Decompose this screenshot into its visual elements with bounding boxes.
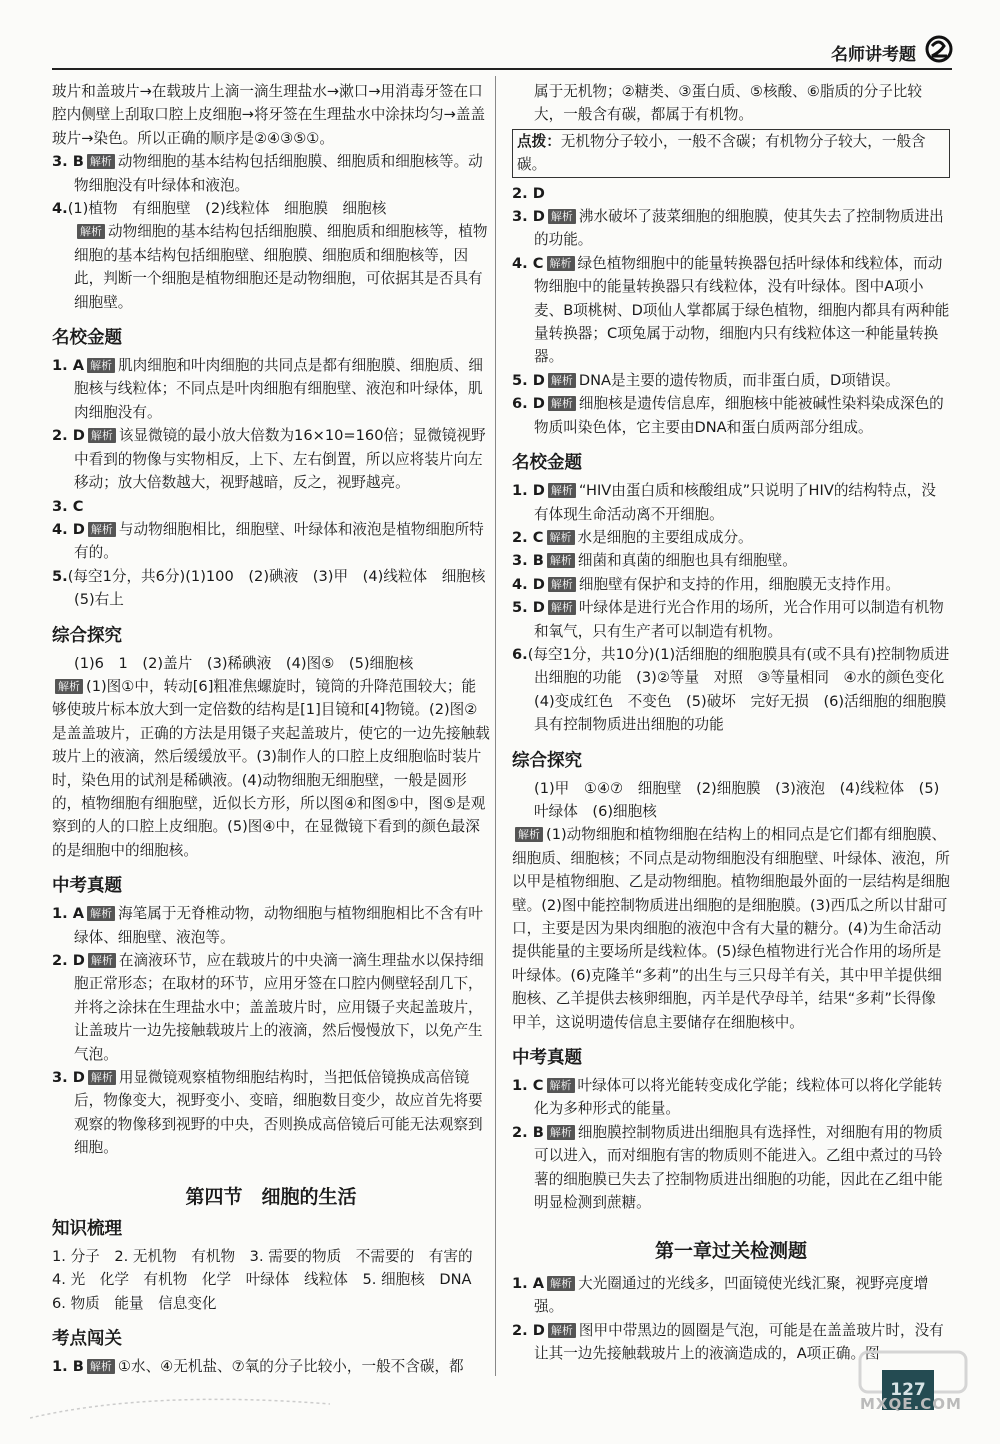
analysis-text: (1)动物细胞和植物细胞在结构上的相同点是它们都有细胞膜、细胞质、细胞核；不同点是动物细胞没有细胞壁、叶绿体、液泡，所以甲是植物细胞、乙是动物细胞。植物细胞最外面的一层结构是细胞壁。(2)图中能控制物质进出细胞的是细胞膜。(3)西瓜之所以甘甜可口，主要是因为果肉细胞的液泡中含有大量的糖分。(4)为生命活动提供能量的主要场所是线粒体。(5)绿色植物进行光合作用的场所是叶绿体。(6)克隆羊“多莉”的出生与三只母羊有关，其中甲羊提供细胞核、乙羊提供去核卵细胞，丙羊是代孕母羊，结果“多莉”长得像甲羊，这说明遗传信息主要储存在细胞核中。	[512, 826, 950, 1031]
analysis-text: 细胞壁有保护和支持的作用，细胞膜无支持作用。	[578, 575, 900, 593]
answer-item	[512, 596, 950, 643]
analysis-tag: 解析	[548, 577, 576, 592]
header-rule	[52, 68, 952, 70]
answer-item	[52, 949, 490, 1066]
analysis-tag: 解析	[55, 679, 83, 694]
header-title: 名师讲考题	[831, 45, 916, 65]
answer-number: 1. C	[512, 1077, 544, 1095]
tip-box	[512, 129, 950, 178]
analysis-tag: 解析	[547, 530, 575, 545]
answer-number: 5. D	[512, 371, 545, 389]
analysis-tag: 解析	[88, 428, 116, 443]
analysis-text: 与动物细胞相比，细胞壁、叶绿体和液泡是植物细胞所特有的。	[74, 520, 484, 562]
answer-number: 2. D	[512, 184, 545, 202]
analysis-text: 叶绿体可以将光能转变成化学能；线粒体可以将化学能转化为多种形式的能量。	[534, 1077, 943, 1118]
analysis-text: DNA是主要的遗传物质，而非蛋白质，D项错误。	[578, 371, 900, 389]
section-heading: 综合探究	[512, 750, 582, 771]
answer-item	[512, 549, 950, 572]
answer-item	[52, 902, 490, 949]
analysis-tag: 解析	[547, 1276, 575, 1291]
answer-continuation: 属于无机物；②糖类、③蛋白质、⑤核酸、⑥脂质的分子比较大，一般含有碳，都属于有机物。	[534, 83, 922, 124]
answer-number: 2. D	[512, 1321, 545, 1339]
answer-number: 4. C	[512, 254, 544, 272]
answer-item	[512, 526, 950, 549]
answer-item	[52, 565, 501, 612]
answer-number: 3. D	[52, 1069, 85, 1087]
knowledge-text: 1. 分子 2. 无机物 有机物 3. 需要的物质 不需要的 有害的 4. 光 化学 有机物 化学 叶绿体 线粒体 5. 细胞核 DNA 6. 物质 能量 信息变化	[52, 1248, 488, 1312]
answer-item	[52, 197, 490, 314]
answer-number: 4. D	[512, 575, 545, 593]
answer-item	[512, 369, 950, 392]
answer-text: (1)植物 有细胞壁 (2)线粒体 细胞膜 细胞核	[67, 200, 387, 218]
analysis-tag: 解析	[548, 600, 576, 615]
answer-item	[512, 1272, 950, 1319]
tip-label: 点拨：	[517, 132, 561, 150]
answer-item	[512, 205, 950, 252]
answer-number: 1. A	[52, 357, 85, 375]
section-heading: 综合探究	[52, 625, 122, 646]
column-divider	[495, 76, 496, 1376]
answer-number: 3. C	[52, 497, 84, 515]
answer-number: 3. B	[52, 153, 84, 171]
answer-item	[512, 1074, 950, 1121]
analysis-tag: 解析	[548, 483, 576, 498]
section-heading: 考点闯关	[52, 1329, 122, 1350]
answer-number: 2. D	[52, 952, 85, 969]
analysis-paragraph	[512, 823, 950, 1034]
answer-number: 1. A	[512, 1274, 545, 1292]
answer-number: 4. D	[52, 520, 85, 538]
analysis-tag: 解析	[87, 358, 115, 373]
analysis-tag: 解析	[87, 1359, 115, 1374]
answer-item	[52, 518, 490, 565]
answer-item	[512, 182, 950, 205]
analysis-tag: 解析	[87, 154, 115, 169]
answer-text: (每空1分，共10分)(1)活细胞的细胞膜具有(或不具有)控制物质进出细胞的功能 (3)②等量 对照 ③等量相同 ④水的颜色变化 (4)变成红色 不变色 (5)破坏 完好无损 (6)活细胞的细胞膜具有控制物质进出细胞的功能	[527, 645, 959, 734]
analysis-tag: 解析	[515, 827, 543, 842]
analysis-text: 叶绿体是进行光合作用的场所，光合作用可以制造有机物和氧气，只有生产者可以制造有机物。	[534, 599, 944, 640]
answer-number: 3. B	[512, 552, 544, 570]
answer-number: 1. D	[512, 482, 545, 500]
analysis-tag: 解析	[548, 373, 576, 388]
answer-item	[512, 643, 959, 737]
analysis-tag: 解析	[88, 953, 116, 968]
analysis-text: 用显微镜观察植物细胞结构时，当把低倍镜换成高倍镜后，物像变大，视野变小、变暗，细胞数目变少，故应首先将要观察的物像移到视野的中央，否则换成高倍镜后可能无法观察到细胞。	[74, 1069, 483, 1157]
answer-number: 5. D	[512, 599, 545, 617]
analysis-text: 水是细胞的主要组成成分。	[577, 528, 753, 546]
answer-item	[52, 1066, 490, 1160]
analysis-tag: 解析	[547, 256, 575, 271]
analysis-text: 动物细胞的基本结构包括细胞膜、细胞质和细胞核等，植物细胞的基本结构包括细胞壁、细胞膜、细胞质和细胞核等，因此，判断一个细胞是植物细胞还是动物细胞，可依据其是否具有细胞壁。	[74, 223, 488, 311]
answer-item	[512, 573, 950, 596]
analysis-text: 细菌和真菌的细胞也具有细胞壁。	[577, 552, 797, 570]
analysis-text: 细胞核是遗传信息库，细胞核中能被碱性染料染成深色的物质叫染色体，它主要由DNA和蛋白质两部分组成。	[534, 395, 944, 436]
answer-continuation: 玻片和盖玻片→在载玻片上滴一滴生理盐水→漱口→用消毒牙签在口腔内侧壁上刮取口腔上皮细胞→将牙签在生理盐水中涂抹均匀→盖盖玻片→染色。所以正确的顺序是②④③⑤①。	[52, 83, 486, 147]
analysis-text: 在滴液环节，应在载玻片的中央滴一滴生理盐水以保持细胞正常形态；在取材的环节，应用牙签在口腔内侧壁轻刮几下，并将之涂抹在生理盐水中；盖盖玻片时，应用镊子夹起盖玻片，让盖玻片一边先接触载玻片上的液滴，然后慢慢放下，以免产生气泡。	[74, 952, 484, 1063]
analysis-tag: 解析	[548, 1323, 576, 1338]
analysis-tag: 解析	[548, 396, 576, 411]
answer-number: 2. C	[512, 528, 544, 546]
answer-text: (每空1分，共6分)(1)100 (2)碘液 (3)甲 (4)线粒体 细胞核 (5)右上	[67, 567, 501, 609]
section-title: 第四节 细胞的生活	[185, 1185, 357, 1208]
answer-number: 2. D	[52, 427, 85, 445]
answer-number: 1. B	[52, 1358, 84, 1376]
analysis-text: 海笔属于无脊椎动物，动物细胞与植物细胞相比不含有叶绿体、细胞壁、液泡等。	[74, 905, 483, 946]
analysis-tag: 解析	[88, 1070, 116, 1085]
brand-logo-icon	[922, 34, 956, 64]
page-number: 127	[882, 1370, 934, 1410]
analysis-text: 图甲中带黑边的圆圈是气泡，可能是在盖盖玻片时，没有让其一边先接触载玻片上的液滴造成的，A项正确。图	[534, 1321, 944, 1363]
tip-text: 无机物分子较小，一般不含碳；有机物分子较大，一般含碳。	[517, 132, 926, 174]
answer-number: 6.	[512, 645, 528, 663]
answer-item	[512, 479, 950, 526]
section-title: 第一章过关检测题	[654, 1240, 807, 1263]
section-heading: 名校金题	[512, 453, 582, 474]
analysis-text: 沸水破坏了菠菜细胞的细胞膜，使其失去了控制物质进出的功能。	[534, 208, 944, 249]
left-column	[52, 80, 501, 1379]
answer-item	[512, 1121, 950, 1215]
answer-number: 5.	[52, 567, 68, 585]
analysis-text: “HIV由蛋白质和核酸组成”只说明了HIV的结构特点，没有体现生命活动离不开细胞。	[534, 482, 936, 523]
answer-number: 6. D	[512, 395, 545, 413]
analysis-text: 该显微镜的最小放大倍数为16×10=160倍；显微镜视野中看到的物像与实物相反，上下、左右倒置，所以应将装片向左移动；放大倍数越大，视野越暗，反之，视野越亮。	[74, 427, 486, 492]
analysis-tag: 解析	[547, 553, 575, 568]
right-column	[512, 80, 959, 1366]
answer-item	[52, 150, 490, 197]
section-heading: 中考真题	[512, 1048, 582, 1069]
answer-item	[52, 354, 490, 424]
analysis-tag: 解析	[547, 1078, 575, 1093]
answer-number: 4.	[52, 200, 68, 218]
answer-number: 3. D	[512, 208, 545, 226]
analysis-text: 动物细胞的基本结构包括细胞膜、细胞质和细胞核等。动物细胞没有叶绿体和液泡。	[74, 153, 483, 194]
answer-item	[512, 252, 950, 369]
analysis-text: 细胞膜控制物质进出细胞具有选择性，对细胞有用的物质可以进入，而对细胞有害的物质则不能进入。乙组中煮过的马铃薯的细胞膜已失去了控制物质进出细胞的功能，因此在乙组中能明显检测到蔗糖。	[534, 1123, 943, 1212]
section-heading: 名校金题	[52, 328, 122, 349]
answer-number: 1. A	[52, 905, 85, 923]
analysis-text: (1)图①中，转动[6]粗准焦螺旋时，镜筒的升降范围较大；能够使玻片标本放大到一定倍数的结构是[1]目镜和[4]物镜。(2)图②是盖盖玻片，正确的方法是用镊子夹起盖玻片，使它的一边先接触载玻片上的液滴，然后缓缓放平。(3)制作人的口腔上皮细胞临时装片时，染色用的试剂是稀碘液。(4)动物细胞无细胞壁，一般是圆形的，植物细胞有细胞壁，近似长方形，所以图④和图⑤中，图⑤是观察到的人的口腔上皮细胞。(5)图④中，在显微镜下看到的颜色最深的是细胞中的细胞核。	[52, 677, 490, 859]
analysis-text: ①水、④无机盐、⑦氧的分子比较小，一般不含碳，都	[117, 1358, 464, 1376]
answer-item	[52, 495, 490, 518]
analysis-tag: 解析	[88, 522, 116, 537]
answer-number: 2. B	[512, 1123, 544, 1141]
page-curl-decoration	[30, 1380, 330, 1420]
answer-text: (1)6 1 (2)盖片 (3)稀碘液 (4)图⑤ (5)细胞核	[74, 654, 414, 672]
analysis-tag: 解析	[547, 1125, 575, 1140]
section-heading: 中考真题	[52, 876, 122, 897]
analysis-text: 绿色植物细胞中的能量转换器包括叶绿体和线粒体，而动物细胞中的能量转换器只有线粒体，没有叶绿体。图中A项小麦、B项桃树、D项仙人掌都属于绿色植物，细胞内都具有两种能量转换器；C项兔属于动物，细胞内只有线粒体这一种能量转换器。	[534, 254, 950, 366]
analysis-text: 大光圈通过的光线多，凹面镜使光线汇聚，视野亮度增强。	[534, 1274, 929, 1316]
analysis-tag: 解析	[548, 209, 576, 224]
answer-item	[52, 424, 490, 494]
analysis-tag: 解析	[87, 906, 115, 921]
watermark-text: MXQE.COM	[860, 1395, 962, 1413]
answer-item	[52, 1355, 490, 1378]
section-heading: 知识梳理	[52, 1219, 122, 1240]
answer-text: (1)甲 ①④⑦ 细胞壁 (2)细胞膜 (3)液泡 (4)线粒体 (5)叶绿体 (6)细胞核	[534, 779, 940, 820]
answer-item	[512, 392, 950, 439]
analysis-tag: 解析	[77, 224, 105, 239]
analysis-text: 肌肉细胞和叶肉细胞的共同点是都有细胞膜、细胞质、细胞核与线粒体；不同点是叶肉细胞有细胞壁、液泡和叶绿体，肌肉细胞没有。	[74, 357, 483, 421]
analysis-paragraph	[52, 675, 490, 862]
